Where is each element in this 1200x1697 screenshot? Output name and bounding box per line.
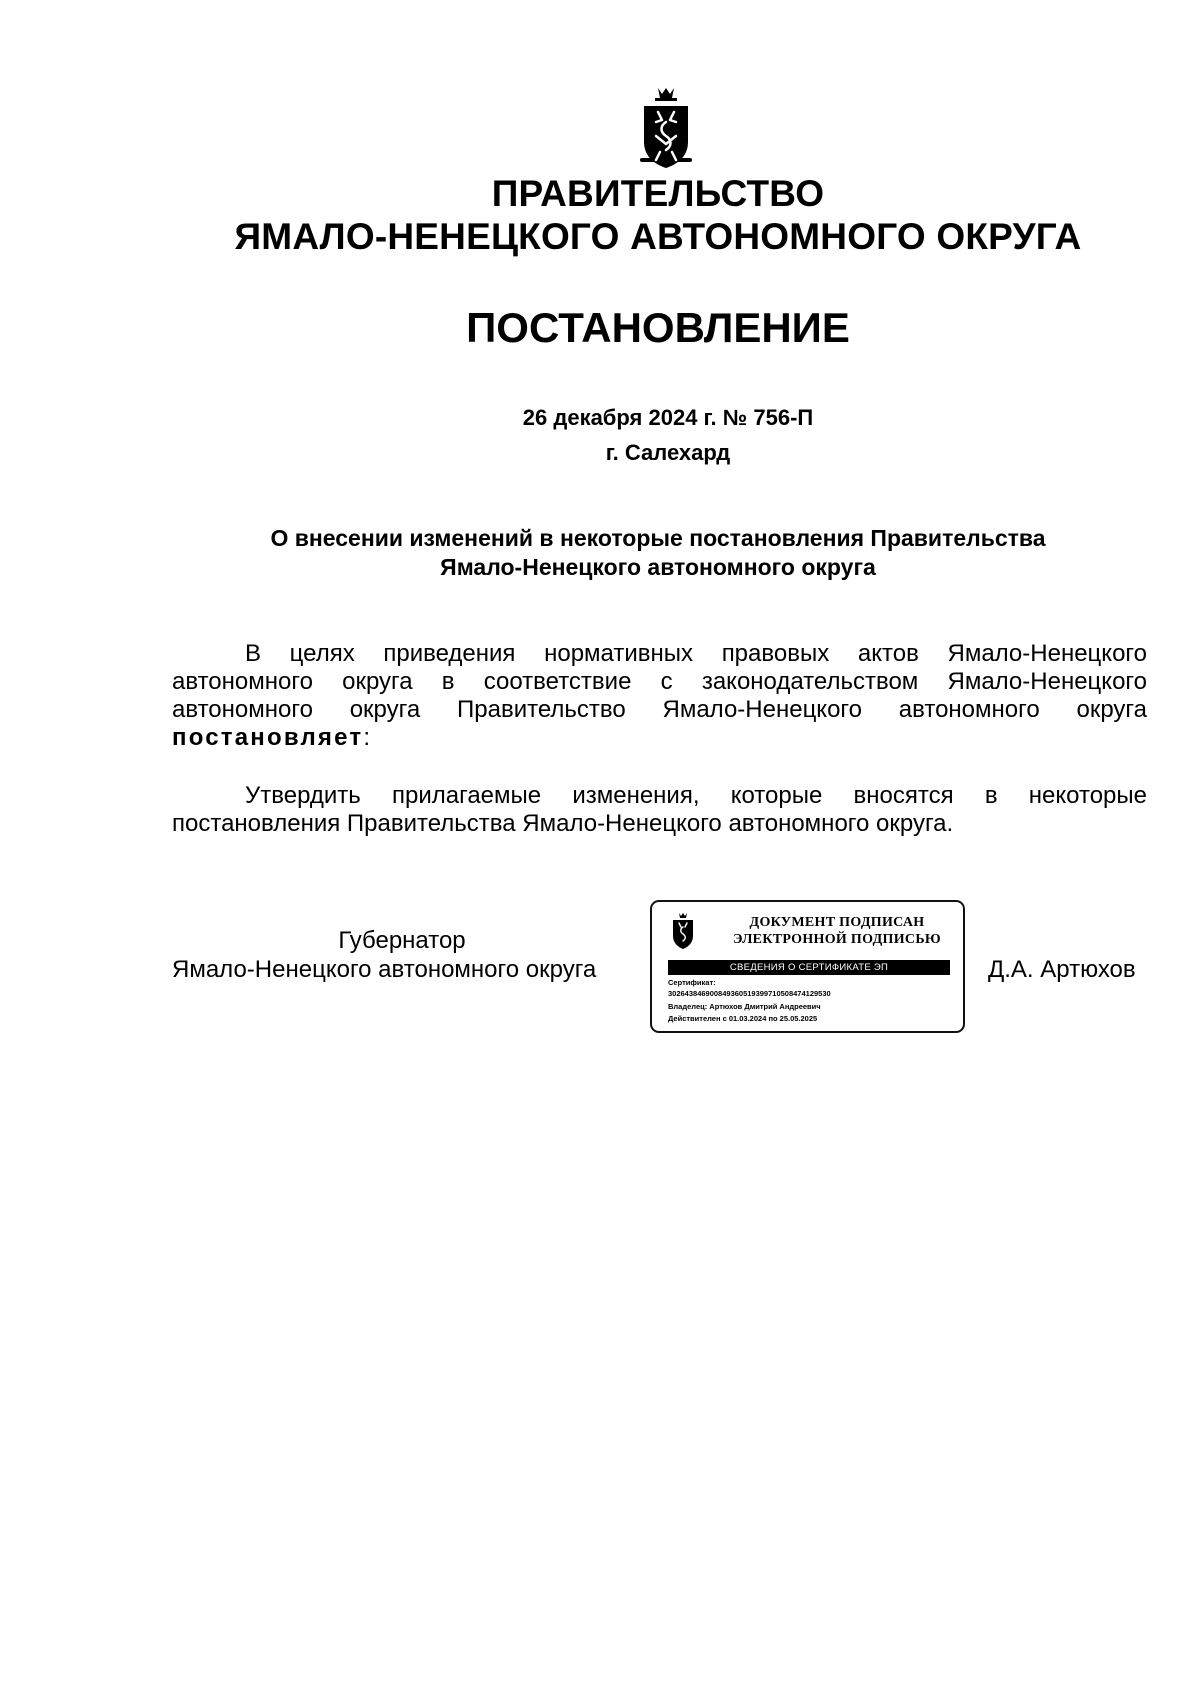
electronic-signature-stamp (650, 900, 965, 1033)
preamble-decree-line (172, 724, 1147, 752)
operative-line: Утвердить прилагаемые изменения, которые вносятся в некоторые (245, 782, 1147, 809)
stamp-cert-label: Сертификат: (668, 978, 716, 987)
preamble-paragraph (172, 640, 1147, 752)
coat-of-arms-icon (670, 912, 696, 952)
preamble-line: В целях приведения нормативных правовых актов Ямало-Ненецкого (245, 640, 1147, 667)
stamp-title-line1: ДОКУМЕНТ ПОДПИСАН (749, 915, 925, 930)
stamp-certificate-bar: СВЕДЕНИЯ О СЕРТИФИКАТЕ ЭП (668, 960, 950, 975)
document-date-number: 26 декабря 2024 г. № 756-П (522, 405, 814, 430)
document-subject-line1: О внесении изменений в некоторые постановления Правительства (270, 525, 1046, 551)
org-name-line1: ПРАВИТЕЛЬСТВО (491, 173, 825, 214)
stamp-title-line2: ЭЛЕКТРОННОЙ ПОДПИСЬЮ (733, 932, 941, 947)
document-type-title: ПОСТАНОВЛЕНИЕ (466, 304, 850, 351)
stamp-cert-number: 302643846900849360519399710508474129530 (668, 989, 831, 998)
org-name-line2: ЯМАЛО-НЕНЕЦКОГО АВТОНОМНОГО ОКРУГА (234, 216, 1082, 257)
signatory-name: Д.А. Артюхов (988, 956, 1136, 983)
stamp-validity: Действителен с 01.03.2024 по 25.05.2025 (668, 1014, 818, 1023)
document-subject-line2: Ямало-Ненецкого автономного округа (440, 554, 876, 580)
preamble-line: автономного округа Правительство Ямало-Ненецкого автономного округа (172, 696, 1147, 723)
signatory-title (172, 926, 632, 984)
stamp-owner: Владелец: Артюхов Дмитрий Андреевич (668, 1002, 821, 1011)
preamble-line: автономного округа в соответствие с законодательством Ямало-Ненецкого (172, 668, 1147, 695)
coat-of-arms-icon (638, 86, 694, 174)
operative-line: постановления Правительства Ямало-Ненецкого автономного округа. (172, 810, 954, 837)
signatory-title-line2: Ямало-Ненецкого автономного округа (172, 956, 597, 983)
decree-word: постановляет (172, 724, 364, 751)
operative-paragraph (172, 782, 1147, 838)
decree-colon: : (363, 724, 370, 751)
document-city: г. Салехард (605, 440, 731, 465)
signatory-title-line1: Губернатор (338, 927, 466, 954)
